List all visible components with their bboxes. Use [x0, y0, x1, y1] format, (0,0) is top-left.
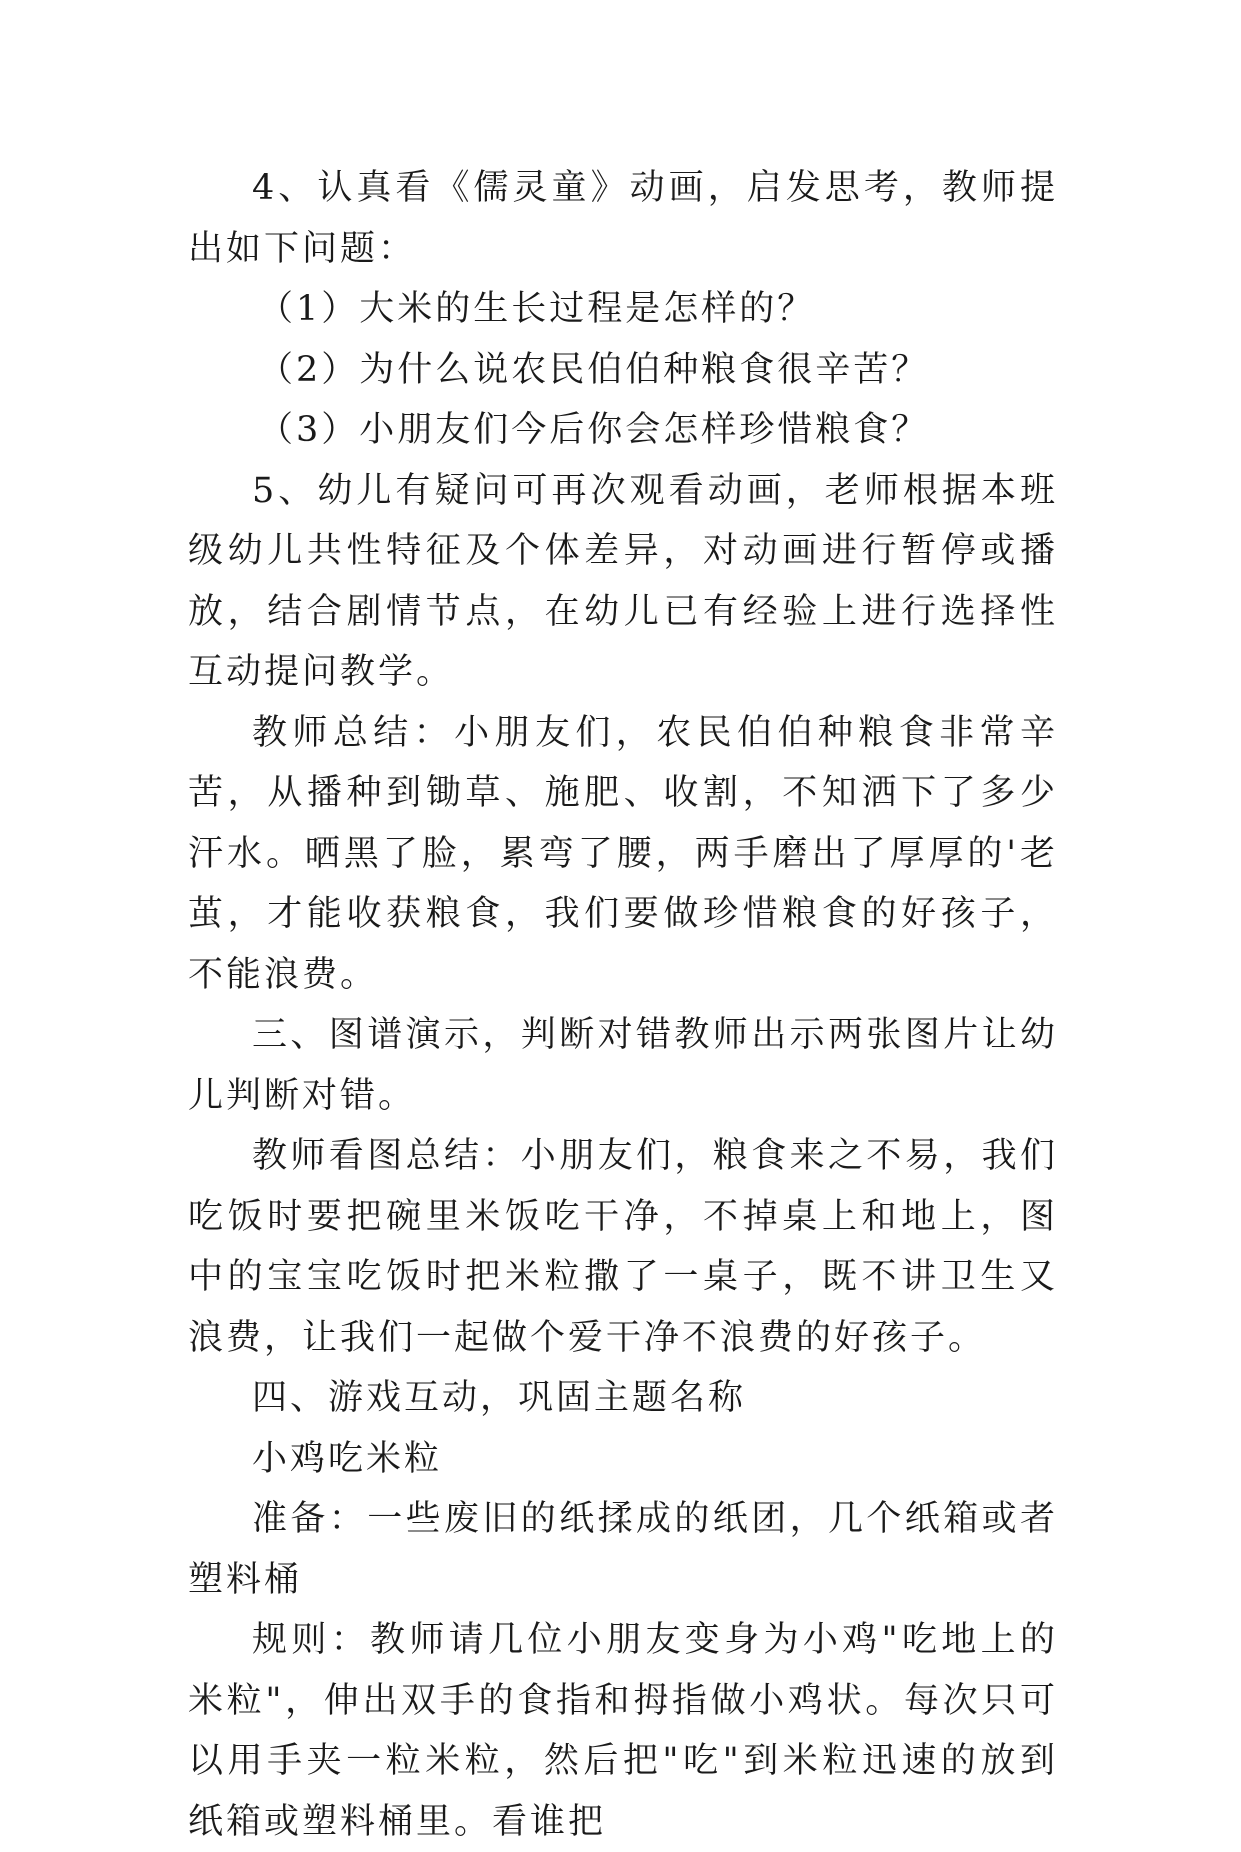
paragraph-rewatch: 5、幼儿有疑问可再次观看动画，老师根据本班级幼儿共性特征及个体差异，对动画进行暂停或播放，结合剧情节点，在幼儿已有经验上进行选择性互动提问教学。	[188, 470, 1058, 692]
question-3: （3）小朋友们今后你会怎样珍惜粮食？	[258, 410, 930, 450]
paragraph-question-intro: 4、认真看《儒灵童》动画，启发思考，教师提出如下问题：	[188, 168, 1058, 269]
game-rules: 规则：教师请几位小朋友变身为小鸡"吃地上的米粒"，伸出双手的食指和拇指做小鸡状。每次只可以用手夹一粒米粒，然后把"吃"到米粒迅速的放到纸箱或塑料桶里。看谁把	[188, 1620, 1058, 1842]
paragraph-picture-summary: 教师看图总结：小朋友们，粮食来之不易，我们吃饭时要把碗里米饭吃干净，不掉桌上和地上，图中的宝宝吃饭时把米粒撒了一桌子，既不讲卫生又浪费，让我们一起做个爱干净不浪费的好孩子。	[188, 1136, 1058, 1358]
game-preparation: 准备：一些废旧的纸揉成的纸团，几个纸箱或者塑料桶	[188, 1499, 1058, 1600]
game-title: 小鸡吃米粒	[252, 1438, 443, 1479]
paragraph-teacher-summary: 教师总结：小朋友们，农民伯伯种粮食非常辛苦，从播种到锄草、施肥、收割，不知洒下了多少汗水。晒黑了脸，累弯了腰，两手磨出了厚厚的'老茧，才能收获粮食，我们要做珍惜粮食的好孩子，不能浪费。	[188, 712, 1058, 995]
question-2: （2）为什么说农民伯伯种粮食很辛苦？	[258, 349, 930, 390]
section-heading-4: 四、游戏互动，巩固主题名称	[252, 1378, 747, 1418]
question-1: （1）大米的生长过程是怎样的？	[258, 289, 816, 329]
document-body	[188, 158, 1058, 1852]
section-heading-3: 三、图谱演示，判断对错教师出示两张图片让幼儿判断对错。	[188, 1015, 1058, 1116]
